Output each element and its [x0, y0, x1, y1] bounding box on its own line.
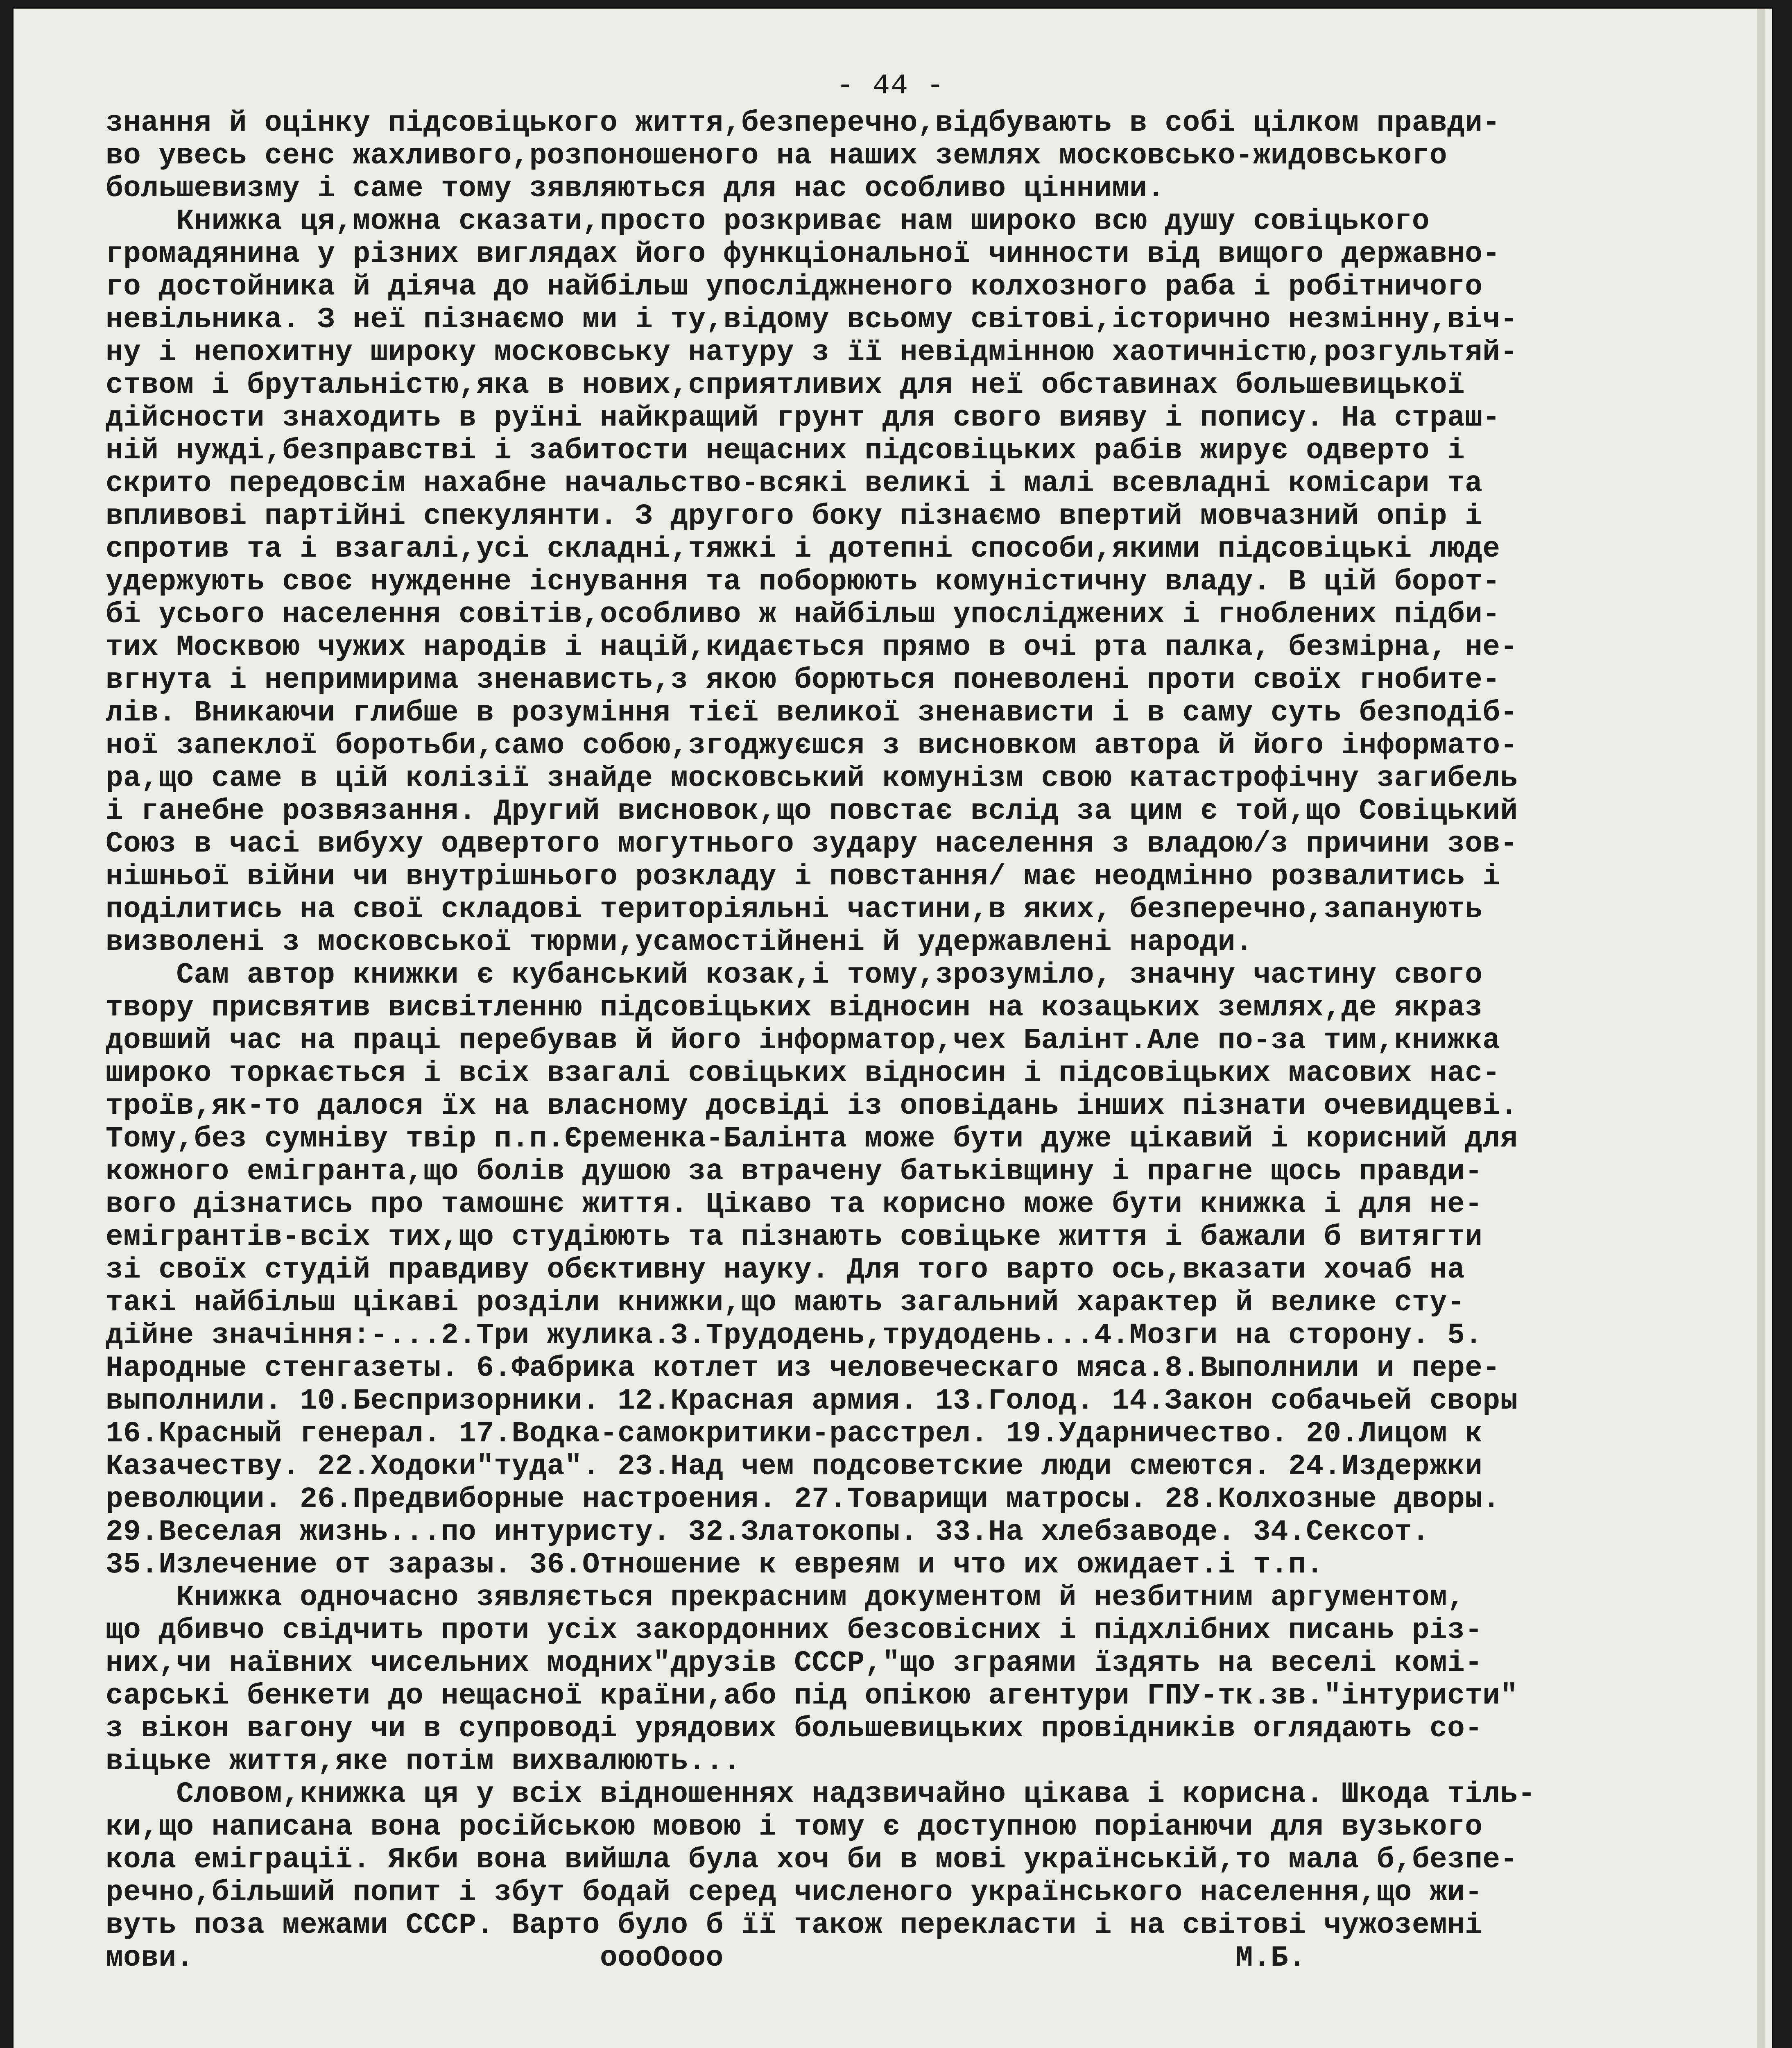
text-line: зі своїх студій правдиву обєктивну науку. Для того варто ось,вказати хочаб на	[106, 1254, 1465, 1287]
text-line: речно,більший попит і збут бодай серед численого українського населення,що жи-	[106, 1876, 1483, 1909]
text-line: выполнили. 10.Беспризорники. 12.Красная армия. 13.Голод. 14.Закон собачьей своры	[106, 1385, 1518, 1418]
text-line: нішньої війни чи внутрішнього розкладу і повстання/ має неодмінно розвалитись і	[106, 861, 1500, 893]
text-line: вуть поза межами СССР. Варто було б її також перекласти і на світові чужоземні	[106, 1909, 1483, 1942]
text-line: Словом,книжка ця у всіх відношеннях надзвичайно цікава і корисна. Шкода тіль-	[106, 1778, 1536, 1811]
text-line: ра,що саме в цій колізії знайде московський комунізм свою катастрофічну загибель	[106, 762, 1518, 795]
text-line: скрито передовсім нахабне начальство-всякі великі і малі всевладні комісари та	[106, 467, 1483, 500]
text-line: твору присвятив висвітленню підсовіцьких відносин на козацьких землях,де якраз	[106, 992, 1483, 1024]
text-line: такі найбільш цікаві розділи книжки,що мають загальний характер й велике сту-	[106, 1287, 1465, 1319]
text-line: впливові партійні спекулянти. З другого боку пізнаємо впертий мовчазний опір і	[106, 500, 1483, 533]
text-line: з вікон вагону чи в супроводі урядових большевицьких провідників оглядають со-	[106, 1713, 1483, 1745]
text-line: Казачеству. 22.Ходоки"туда". 23.Над чем подсоветские люди смеются. 24.Издержки	[106, 1450, 1483, 1483]
document-page	[12, 7, 1773, 2048]
text-line: вгнута і непримирима зненависть,з якою борються поневолені проти своїх гнобите-	[106, 664, 1500, 697]
text-line: большевизму і саме тому зявляються для нас особливо цінними.	[106, 172, 1165, 205]
text-line: визволені з московської тюрми,усамостійнені й удержавлені народи.	[106, 926, 1253, 959]
text-line: дійне значіння:-...2.Три жулика.3.Трудодень,трудодень...4.Мозги на сторону. 5.	[106, 1319, 1483, 1352]
text-line: вого дізнатись про тамошнє життя. Цікаво та корисно може бути книжка і для не-	[106, 1188, 1483, 1221]
text-line: громадянина у різних виглядах його функціональної чинности від вищого державно-	[106, 238, 1500, 271]
text-line: лів. Вникаючи глибше в розуміння тієї великої зненависти і в саму суть безподіб-	[106, 697, 1518, 729]
text-line: знання й оцінку підсовіцького життя,безперечно,відбувають в собі цілком правди-	[106, 107, 1500, 140]
text-line: ної запеклої боротьби,само собою,згоджуєшся з висновком автора й його інформато-	[106, 729, 1518, 762]
text-line: довший час на праці перебував й його інформатор,чех Балінт.Але по-за тим,книжка	[106, 1024, 1500, 1057]
text-line: 29.Веселая жизнь...по интуристу. 32.Златокопы. 33.На хлебзаводе. 34.Сексот.	[106, 1516, 1430, 1549]
text-line: 16.Красный генерал. 17.Водка-самокритики-расстрел. 19.Ударничество. 20.Лицом к	[106, 1418, 1483, 1450]
text-line: Книжка одночасно зявляється прекрасним документом й незбитним аргументом,	[106, 1581, 1465, 1614]
text-line: Народные стенгазеты. 6.Фабрика котлет из человеческаго мяса.8.Выполнили и пере-	[106, 1352, 1500, 1385]
text-line: во увесь сенс жахливого,розпоношеного на наших землях московсько-жидовського	[106, 140, 1448, 172]
text-line: поділитись на свої складові територіяльні частини,в яких, безперечно,запанують	[106, 893, 1483, 926]
page-number: - 44 -	[837, 70, 945, 102]
text-line: спротив та і взагалі,усі складні,тяжкі і дотепні способи,якими підсовіцькі люде	[106, 533, 1500, 566]
text-line: дійсности знаходить в руїні найкращий грунт для свого вияву і попису. На страш-	[106, 402, 1500, 435]
text-line: невільника. З неї пізнаємо ми і ту,відому всьому світові,історично незмінну,віч-	[106, 304, 1518, 336]
text-line: і ганебне розвязання. Другий висновок,що повстає вслід за цим є той,що Совіцький	[106, 795, 1518, 828]
text-line: ством і брутальністю,яка в нових,сприятливих для неї обставинах большевицької	[106, 369, 1465, 402]
text-line: 35.Излечение от заразы. 36.Отношение к евреям и что их ожидает.і т.п.	[106, 1549, 1324, 1581]
text-line: Книжка ця,можна сказати,просто розкриває нам широко всю душу совіцького	[106, 205, 1430, 238]
text-line: емігрантів-всіх тих,що студіюють та пізнають совіцьке життя і бажали б витягти	[106, 1221, 1483, 1254]
text-line: широко торкається і всіх взагалі совіцьких відносин і підсовіцьких масових нас-	[106, 1057, 1500, 1090]
text-line: Союз в часі вибуху одвертого могутнього зудару населення з владою/з причини зов-	[106, 828, 1518, 861]
text-line: кола еміграції. Якби вона вийшла була хоч би в мові українській,то мала б,безпе-	[106, 1844, 1518, 1876]
text-line: революции. 26.Предвиборные настроения. 27.Товарищи матросы. 28.Колхозные дворы.	[106, 1483, 1500, 1516]
text-line: них,чи наївних чисельних модних"друзів СССР,"що зграями їздять на веселі комі-	[106, 1647, 1483, 1680]
text-line: ній нужді,безправстві і забитости нещасних підсовіцьких рабів жирує одверто і	[106, 435, 1465, 467]
text-line: віцьке життя,яке потім вихвалюють...	[106, 1745, 741, 1778]
text-line: кожного емігранта,що болів душою за втрачену батьківщину і прагне щось правди-	[106, 1155, 1483, 1188]
text-line: ки,що написана вона російською мовою і тому є доступною поріанючи для вузького	[106, 1811, 1483, 1844]
text-line: троїв,як-то далося їх на власному досвіді із оповідань інших пізнати очевидцеві.	[106, 1090, 1518, 1123]
text-line: Тому,без сумніву твір п.п.Єременка-Балінта може бути дуже цікавий і корисний для	[106, 1123, 1518, 1155]
text-line: тих Москвою чужих народів і націй,кидається прямо в очі рта палка, безмірна, не-	[106, 631, 1518, 664]
review-body	[106, 107, 1723, 1975]
text-line: го достойника й діяча до найбільш упосліджненого колхозного раба і робітничого	[106, 271, 1483, 304]
text-line: що дбивчо свідчить проти усіх закордонних безсовісних і підхлібних писань різ-	[106, 1614, 1483, 1647]
text-line: сарські бенкети до нещасної країни,або під опікою агентури ГПУ-тк.зв."інтуристи"	[106, 1680, 1518, 1713]
text-line: удержують своє нужденне існування та поборюють комуністичну владу. В цій борот-	[106, 566, 1500, 598]
text-line: ну і непохитну широку московську натуру з її невідмінною хаотичністю,розгультяй-	[106, 336, 1518, 369]
page-fold-shadow	[1757, 9, 1765, 2048]
text-line: Сам автор книжки є кубанський козак,і тому,зрозуміло, значну частину свого	[106, 959, 1483, 992]
text-line: мови. oooOooo М.Б.	[106, 1942, 1306, 1975]
text-line: бі усього населення совітів,особливо ж найбільш упосліджених і гноблених підби-	[106, 598, 1500, 631]
